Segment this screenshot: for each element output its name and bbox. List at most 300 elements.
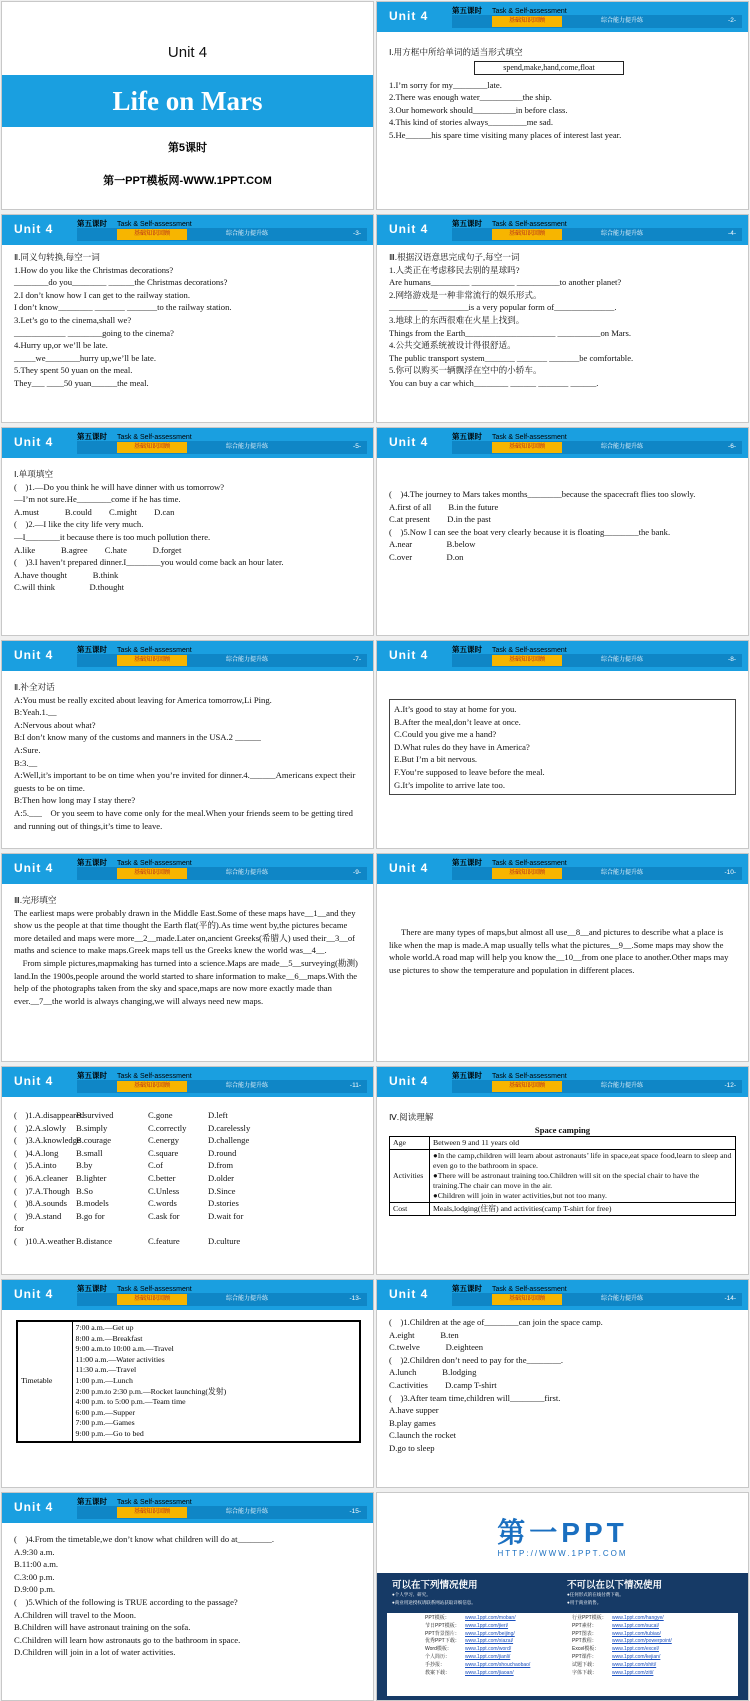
question-line: 1.How do you like the Christmas decorations? (14, 264, 174, 275)
option-cell: ( )6.A.cleaner (14, 1172, 68, 1183)
slide-reading-questions-2[interactable] (1, 1492, 374, 1701)
slide-dialogue[interactable] (1, 640, 374, 849)
option-line: B.After the meal,don’t leave at once. (394, 716, 521, 727)
question-line: A.near B.below (389, 539, 476, 550)
tab-basic-review[interactable]: 基础知识回顾 (117, 1081, 187, 1092)
unit-label: Unit 4 (14, 1500, 54, 1514)
question-line: 3.Let’s go to the cinema,shall we? (14, 314, 132, 325)
row-value (430, 1150, 736, 1203)
page-number: -11- (349, 1082, 361, 1089)
question-line: A.lunch B.lodging (389, 1367, 477, 1378)
timetable (16, 1320, 361, 1443)
question-line: ( )3.After team time,children will________first. (389, 1392, 561, 1403)
link-label: PPT素材： (572, 1622, 597, 1629)
slide-body (389, 1103, 736, 1216)
passage-title: Space camping (534, 1124, 591, 1135)
question-line: A.Children will travel to the Moon. (14, 1609, 136, 1620)
link-url[interactable]: www.1ppt.com/shouchaobao/ (465, 1661, 531, 1668)
option-cell: C.of (148, 1160, 164, 1171)
tab-basic-review[interactable]: 基础知识回顾 (492, 655, 562, 666)
option-cell: B.by (76, 1160, 93, 1171)
question-line: 1.I’m sorry for my________late. (389, 79, 502, 90)
option-row (14, 1235, 361, 1248)
unit-label: Unit 4 (14, 435, 54, 449)
option-row (14, 1109, 361, 1122)
slide-dialogue-options[interactable] (376, 640, 749, 849)
link-label: Excel模板： (572, 1646, 600, 1653)
timetable-item: 2:00 p.m.to 2:30 p.m.—Rocket launching(发射) (75, 1386, 227, 1396)
cover-lesson: 第5课时 (167, 142, 208, 154)
dialogue-line: B:Then how long may I stay there? (14, 795, 136, 806)
allowed-item: ●商业用途授权请联系网站获取详细信息。 (392, 1600, 476, 1605)
link-url[interactable]: www.1ppt.com/moban/ (465, 1615, 516, 1621)
timetable-item: 4:00 p.m. to 5:00 p.m.—Team time (75, 1397, 186, 1407)
tab-basic-review[interactable]: 基础知识回顾 (492, 1294, 562, 1305)
task-label: Task & Self-assessment (117, 860, 192, 867)
slide-header (2, 428, 373, 458)
link-row (425, 1615, 565, 1623)
page-number: -5- (353, 443, 361, 450)
timetable-item: 1:00 p.m.—Lunch (75, 1375, 133, 1385)
option-cell: B.go for (76, 1210, 105, 1221)
link-label: PPT模板： (425, 1615, 450, 1621)
lesson-label: 第五课时 (452, 1284, 482, 1293)
link-url[interactable]: www.1ppt.com/tubiao/ (612, 1630, 661, 1637)
option-cell: C.better (148, 1172, 176, 1183)
task-label: Task & Self-assessment (117, 434, 192, 441)
page-number: -10- (724, 869, 736, 876)
slide-body (14, 1533, 361, 1659)
slide-body (389, 1316, 736, 1455)
question-line: ( )1.—Do you think he will have dinner with us tomorrow? (14, 481, 225, 492)
task-label: Task & Self-assessment (492, 221, 567, 228)
unit-label: Unit 4 (389, 861, 429, 875)
question-line: ________do you________ ______the Christmas decorations? (14, 277, 228, 288)
option-cell: C.words (148, 1198, 177, 1209)
header-tabs (452, 441, 742, 454)
activity-line: ●In the camp,children will learn about astronauts’ life in space,eat space food,learn to sleep and even go to the bathroom in space. (433, 1151, 732, 1171)
question-line: —I________it because there is too much pollution there. (14, 531, 211, 542)
slide-body (389, 251, 736, 390)
task-label: Task & Self-assessment (117, 1286, 192, 1293)
slide-body (14, 464, 361, 594)
question-line: 4.公共交通系统被设计得很舒适。 (389, 340, 516, 351)
end-slide[interactable] (376, 1492, 749, 1701)
link-row (425, 1670, 565, 1678)
link-url[interactable]: www.1ppt.com/xiazai/ (465, 1638, 514, 1645)
dialogue-line: B:Yeah.1.__ (14, 707, 57, 718)
slide-body (14, 890, 361, 1007)
question-line: _________ _________is a very popular form of______________. (389, 302, 617, 313)
slide-body (389, 38, 736, 142)
tab-ability-practice[interactable]: 综合能力提升练 (600, 1083, 643, 1089)
tab-basic-review[interactable]: 基础知识回顾 (492, 16, 562, 27)
question-line: C.twelve D.eighteen (389, 1342, 484, 1353)
timetable-item: 11:00 a.m.—Water activities (75, 1354, 165, 1364)
link-url[interactable]: www.1ppt.com/kejian/ (612, 1653, 661, 1660)
option-cell: ( )3.A.knowledge (14, 1135, 81, 1146)
tab-ability-practice[interactable]: 综合能力提升练 (225, 657, 268, 663)
unit-label: Unit 4 (389, 1287, 429, 1301)
tab-ability-practice[interactable]: 综合能力提升练 (600, 870, 643, 876)
option-cell: B.simply (76, 1122, 108, 1133)
lesson-label: 第五课时 (452, 1071, 482, 1080)
option-line: A.It’s good to stay at home for you. (394, 704, 517, 714)
question-line: 5.They spent 50 yuan on the meal. (14, 365, 133, 376)
option-cell: D.round (208, 1147, 237, 1158)
tab-basic-review[interactable]: 基础知识回顾 (492, 442, 562, 453)
tab-basic-review[interactable]: 基础知识回顾 (117, 229, 187, 240)
question-line: ( )2.—I like the city life very much. (14, 519, 144, 530)
question-line: A.eight B.ten (389, 1329, 459, 1340)
tab-ability-practice[interactable]: 综合能力提升练 (225, 1083, 268, 1089)
tab-basic-review[interactable]: 基础知识回顾 (492, 1081, 562, 1092)
link-label: PPT教程： (572, 1638, 597, 1645)
question-line: The public transport system_______ _______ _______be comfortable. (389, 352, 634, 363)
lesson-label: 第五课时 (77, 645, 107, 654)
slide-header (377, 641, 748, 671)
unit-label: Unit 4 (14, 648, 54, 662)
passage-paragraph: The earliest maps were probably drawn in the Middle East.Some of these maps have__1__and they show us the people at that time thought the Earth flat(平的).As time went by,the pictures became more detailed and maps were more__2__made.Later on,ancient Greeks(希腊人) used their__3__of maths and science to make maps.Greek maps tell us the Greeks knew the world was__4__. (14, 907, 356, 956)
link-row (425, 1662, 565, 1670)
task-label: Task & Self-assessment (492, 8, 567, 15)
question-line: 2.There was enough water__________the ship. (389, 92, 552, 103)
link-label: 字体下载： (572, 1669, 598, 1676)
tab-ability-practice[interactable]: 综合能力提升练 (225, 1296, 268, 1302)
option-cell: B.small (76, 1147, 103, 1158)
option-cell: D.older (208, 1172, 235, 1183)
task-label: Task & Self-assessment (117, 1499, 192, 1506)
dialogue-line: B:3.__ (14, 757, 38, 768)
link-url[interactable]: www.1ppt.com/powerpoint/ (612, 1638, 672, 1645)
timetable-item: 11:30 a.m.—Travel (75, 1365, 137, 1375)
option-cell: ( )10.A.weather (14, 1235, 75, 1246)
slide-single-choice[interactable] (1, 427, 374, 636)
question-line: 3.地球上的东西很难在火星上找到。 (389, 314, 525, 325)
question-line: C.Children will learn how astronauts go to the bathroom in space. (14, 1634, 241, 1645)
slide-single-choice-2[interactable] (376, 427, 749, 636)
tab-ability-practice[interactable]: 综合能力提升练 (600, 657, 643, 663)
lesson-label: 第五课时 (77, 1497, 107, 1506)
activity-line: ●Children will join in water activities,but not too many. (433, 1191, 607, 1201)
slide-reading[interactable] (376, 1066, 749, 1275)
slide-header (377, 428, 748, 458)
option-cell: B.models (76, 1198, 109, 1209)
question-line: ( )5.Which of the following is TRUE according to the passage? (14, 1596, 238, 1607)
option-cell: B.distance (76, 1235, 113, 1246)
unit-label: Unit 4 (389, 435, 429, 449)
slide-cloze-options[interactable] (1, 1066, 374, 1275)
page-number: -14- (724, 1295, 736, 1302)
row-label: Cost (390, 1203, 430, 1216)
tab-basic-review[interactable]: 基础知识回顾 (117, 442, 187, 453)
option-line: F.You’re supposed to leave before the meal. (394, 766, 545, 777)
page-number: -8- (728, 656, 736, 663)
link-label: 节日PPT模板： (425, 1622, 460, 1629)
link-url[interactable]: www.1ppt.com/excel/ (612, 1646, 659, 1653)
timetable-item: 7:00 a.m.—Get up (75, 1323, 134, 1332)
row-label: Age (390, 1137, 430, 1150)
option-cell: C.square (148, 1147, 179, 1158)
question-line: B.play games (389, 1417, 436, 1428)
tab-basic-review[interactable]: 基础知识回顾 (117, 1294, 187, 1305)
question-line: B.11:00 a.m. (14, 1559, 59, 1570)
link-url[interactable]: www.1ppt.com/shiti/ (612, 1661, 657, 1668)
slide-header (2, 854, 373, 884)
link-column (572, 1615, 712, 1677)
dialogue-line: A:Well,it’s important to be on time when you’re invited for dinner.4.______Americans expect their guests to be on time. (14, 770, 356, 793)
logo-text: 第一PPT (497, 1517, 628, 1548)
question-line: 5.He______his spare time visiting many places of interest last year. (389, 129, 622, 140)
cover-unit: Unit 4 (167, 44, 208, 61)
lesson-label: 第五课时 (452, 6, 482, 15)
slide-synonym[interactable] (1, 214, 374, 423)
cover-slide[interactable] (1, 1, 374, 210)
slide-word-form[interactable] (376, 1, 749, 210)
forbidden-title: 不可以在以下情况使用 (567, 1580, 663, 1591)
slide-reading-questions[interactable] (376, 1279, 749, 1488)
page-number: -3- (353, 230, 361, 237)
question-line: 2.I don’t know how I can get to the railway station. (14, 289, 190, 300)
option-row (14, 1159, 361, 1172)
unit-label: Unit 4 (389, 9, 429, 23)
question-line: ( )1.Children at the age of________can join the space camp. (389, 1317, 603, 1327)
section-title: Ⅳ.阅读理解 (389, 1112, 434, 1122)
option-row (14, 1134, 361, 1147)
question-line: —I’m not sure.He________come if he has time. (14, 494, 181, 505)
link-label: 个人简历： (425, 1653, 451, 1660)
slide-body (389, 691, 736, 795)
header-tabs (77, 1506, 367, 1519)
tab-ability-practice[interactable]: 综合能力提升练 (225, 870, 268, 876)
link-url[interactable]: www.1ppt.com/jiaoan/ (465, 1669, 514, 1676)
question-line: D.9:00 p.m. (14, 1584, 56, 1595)
table-row (390, 1150, 736, 1203)
slide-header (2, 1067, 373, 1097)
question-line: ( )2.Children don’t need to pay for the________. (389, 1354, 564, 1365)
task-label: Task & Self-assessment (117, 1073, 192, 1080)
logo-url[interactable]: HTTP://WWW.1PPT.COM (497, 1549, 628, 1558)
timetable-item: 9:00 a.m.to 10:00 a.m.—Travel (75, 1344, 174, 1354)
tab-ability-practice[interactable]: 综合能力提升练 (225, 231, 268, 237)
timetable-item: 6:00 p.m.—Supper (75, 1407, 136, 1417)
slide-body (14, 677, 361, 832)
option-cell: B.survived (76, 1110, 114, 1120)
section-title: Ⅰ.用方框中所给单词的适当形式填空 (389, 47, 523, 57)
question-line: You can buy a car which________ ______ _______ ______. (389, 377, 599, 388)
question-line: Things from the Earth_____________________ __________on Mars. (389, 327, 632, 338)
link-label: 试题下载： (572, 1661, 598, 1668)
tab-ability-practice[interactable]: 综合能力提升练 (225, 444, 268, 450)
link-row (572, 1670, 712, 1678)
question-line: A.like B.agree C.hate D.forget (14, 544, 182, 555)
option-cell: D.left (208, 1110, 228, 1120)
question-line: ( )5.Now I can see the boat very clearly because it is floating________the bank. (389, 526, 671, 537)
section-title: Ⅲ.完形填空 (14, 895, 57, 905)
link-row (572, 1662, 712, 1670)
option-cell: D.carelessly (208, 1122, 251, 1133)
timetable-item: 7:00 p.m.—Games (75, 1418, 135, 1428)
header-tabs (77, 1293, 367, 1306)
question-line: A.have thought B.think (14, 569, 119, 580)
option-cell: ( )8.A.sounds (14, 1198, 67, 1209)
tab-ability-practice[interactable]: 综合能力提升练 (600, 231, 643, 237)
slide-cloze[interactable] (1, 853, 374, 1062)
question-line: 1.人类正在考虑移民去别的星球吗? (389, 264, 520, 275)
slide-header (2, 641, 373, 671)
link-url[interactable]: www.1ppt.com/sucai/ (612, 1622, 659, 1629)
link-label: 手抄报： (425, 1661, 446, 1668)
header-tabs (452, 654, 742, 667)
option-cell: ( )7.A.Though (14, 1185, 70, 1196)
link-url[interactable]: www.1ppt.com/beijing/ (465, 1630, 515, 1637)
option-row (14, 1172, 361, 1185)
tab-ability-practice[interactable]: 综合能力提升练 (600, 18, 643, 24)
row-label: Activities (390, 1150, 430, 1203)
lesson-label: 第五课时 (77, 219, 107, 228)
tab-ability-practice[interactable]: 综合能力提升练 (600, 444, 643, 450)
question-line: ( )4.The journey to Mars takes months________because the spacecraft flies too slowly. (389, 489, 696, 499)
question-line: D.Children will join in a lot of water activities. (14, 1647, 176, 1658)
timetable-items (72, 1321, 360, 1442)
option-cell: D.from (208, 1160, 234, 1171)
slide-header (377, 1067, 748, 1097)
link-url[interactable]: www.1ppt.com/word/ (465, 1646, 512, 1653)
link-url[interactable]: www.1ppt.com/hangye/ (612, 1615, 664, 1621)
option-cell: C.energy (148, 1135, 180, 1146)
link-row (425, 1646, 565, 1654)
tab-ability-practice[interactable]: 综合能力提升练 (225, 1509, 268, 1515)
slide-header (377, 854, 748, 884)
question-line: Are humans_________ __________ __________to another planet? (389, 277, 622, 288)
header-tabs (77, 441, 367, 454)
usage-forbidden (567, 1577, 737, 1607)
question-line: A.have supper (389, 1405, 439, 1416)
option-line: C.Could you give me a hand? (394, 729, 497, 740)
slide-translation[interactable] (376, 214, 749, 423)
task-label: Task & Self-assessment (492, 1286, 567, 1293)
word-box-text: spend,make,hand,come,float (503, 62, 595, 72)
forbidden-item: ●任何形式的在线付费下载。 (567, 1592, 624, 1597)
dialogue-line: B:I don’t know many of the customs and manners in the USA.2 ______ (14, 732, 261, 743)
option-cell: C.ask for (148, 1210, 180, 1221)
unit-label: Unit 4 (14, 1287, 54, 1301)
question-line: ( )4.From the timetable,we don’t know what children will do at________. (14, 1534, 274, 1544)
link-row (425, 1654, 565, 1662)
question-line: 4.Hurry up,or we’ll be late. (14, 340, 108, 351)
slide-timetable[interactable] (1, 1279, 374, 1488)
question-line: C.activities D.camp T-shirt (389, 1379, 497, 1390)
task-label: Task & Self-assessment (492, 434, 567, 441)
option-cell: ( )2.A.slowly (14, 1122, 67, 1133)
link-row (572, 1623, 712, 1631)
tab-basic-review[interactable]: 基础知识回顾 (117, 655, 187, 666)
lesson-label: 第五课时 (77, 858, 107, 867)
tab-ability-practice[interactable]: 综合能力提升练 (600, 1296, 643, 1302)
page-number: -4- (728, 230, 736, 237)
link-label: 行业PPT模板： (572, 1615, 607, 1621)
unit-label: Unit 4 (389, 648, 429, 662)
question-line: 3.Our homework should__________in before class. (389, 104, 568, 115)
option-row (14, 1147, 361, 1160)
tab-basic-review[interactable]: 基础知识回顾 (117, 868, 187, 879)
activity-line: ●There will be astronaut training too.Children will sit on the special chair to have the training.The chair can move in the air. (433, 1171, 700, 1191)
lesson-label: 第五课时 (77, 432, 107, 441)
link-label: 教案下载： (425, 1669, 451, 1676)
unit-label: Unit 4 (389, 1074, 429, 1088)
question-line: ( )3.I haven’t prepared dinner.I________you would come back an hour later. (14, 557, 284, 568)
table-row (17, 1321, 360, 1442)
slide-header (2, 1493, 373, 1523)
unit-label: Unit 4 (14, 1074, 54, 1088)
link-row (425, 1623, 565, 1631)
allowed-title: 可以在下列情况使用 (392, 1580, 478, 1591)
option-cell: D.challenge (208, 1135, 250, 1146)
question-line: 2.网络游戏是一种非常流行的娱乐形式。 (389, 289, 542, 300)
option-cell: ( )1.A.disappeared (14, 1110, 85, 1120)
slide-header (377, 1280, 748, 1310)
tab-basic-review[interactable]: 基础知识回顾 (117, 1507, 187, 1518)
header-tabs (77, 867, 367, 880)
link-label: Word模板： (425, 1646, 452, 1653)
question-line: A.9:30 a.m. (14, 1546, 55, 1557)
question-line: A.first of all B.in the future (389, 501, 499, 512)
option-cell: B.courage (76, 1135, 112, 1146)
info-panel (377, 1573, 748, 1700)
slide-cloze-2[interactable] (376, 853, 749, 1062)
page-number: -15- (349, 1508, 361, 1515)
dialogue-line: A:You must be really excited about leaving for America tomorrow,Li Ping. (14, 694, 272, 705)
link-row (572, 1615, 712, 1623)
option-cell: D.stories (208, 1198, 239, 1209)
slide-header (377, 2, 748, 32)
cover-title: Life on Mars (112, 86, 263, 116)
task-label: Task & Self-assessment (492, 647, 567, 654)
tab-basic-review[interactable]: 基础知识回顾 (492, 229, 562, 240)
lesson-label: 第五课时 (77, 1284, 107, 1293)
lesson-label: 第五课时 (452, 219, 482, 228)
question-line: C.over D.on (389, 551, 464, 562)
link-label: 优秀PPT下载： (425, 1638, 460, 1645)
page-number: -9- (353, 869, 361, 876)
link-column (425, 1615, 565, 1677)
page-number: -2- (728, 17, 736, 24)
option-cell: B.lighter (76, 1172, 107, 1183)
question-line: C.3:00 p.m. (14, 1571, 55, 1582)
lesson-label: 第五课时 (77, 1071, 107, 1080)
lesson-label: 第五课时 (452, 645, 482, 654)
section-title: Ⅱ.补全对话 (14, 682, 55, 692)
timetable-item: 8:00 a.m.—Breakfast (75, 1333, 143, 1343)
tab-basic-review[interactable]: 基础知识回顾 (492, 868, 562, 879)
option-row (14, 1122, 361, 1135)
question-line: C.will think D.thought (14, 582, 125, 593)
link-url[interactable]: www.1ppt.com/jieri/ (465, 1622, 509, 1629)
header-tabs (452, 228, 742, 241)
link-row (572, 1646, 712, 1654)
header-tabs (452, 1080, 742, 1093)
option-line: E.But I’m a bit nervous. (394, 754, 478, 765)
link-url[interactable]: www.1ppt.com/jianli/ (465, 1653, 511, 1660)
link-url[interactable]: www.1ppt.com/ziti/ (612, 1669, 654, 1676)
slide-body (14, 1109, 361, 1248)
option-cell: ( )5.A.into (14, 1160, 57, 1171)
usage-allowed (392, 1577, 562, 1607)
word-box (474, 61, 624, 75)
slide-header (2, 215, 373, 245)
option-row (14, 1185, 361, 1198)
task-label: Task & Self-assessment (117, 647, 192, 654)
